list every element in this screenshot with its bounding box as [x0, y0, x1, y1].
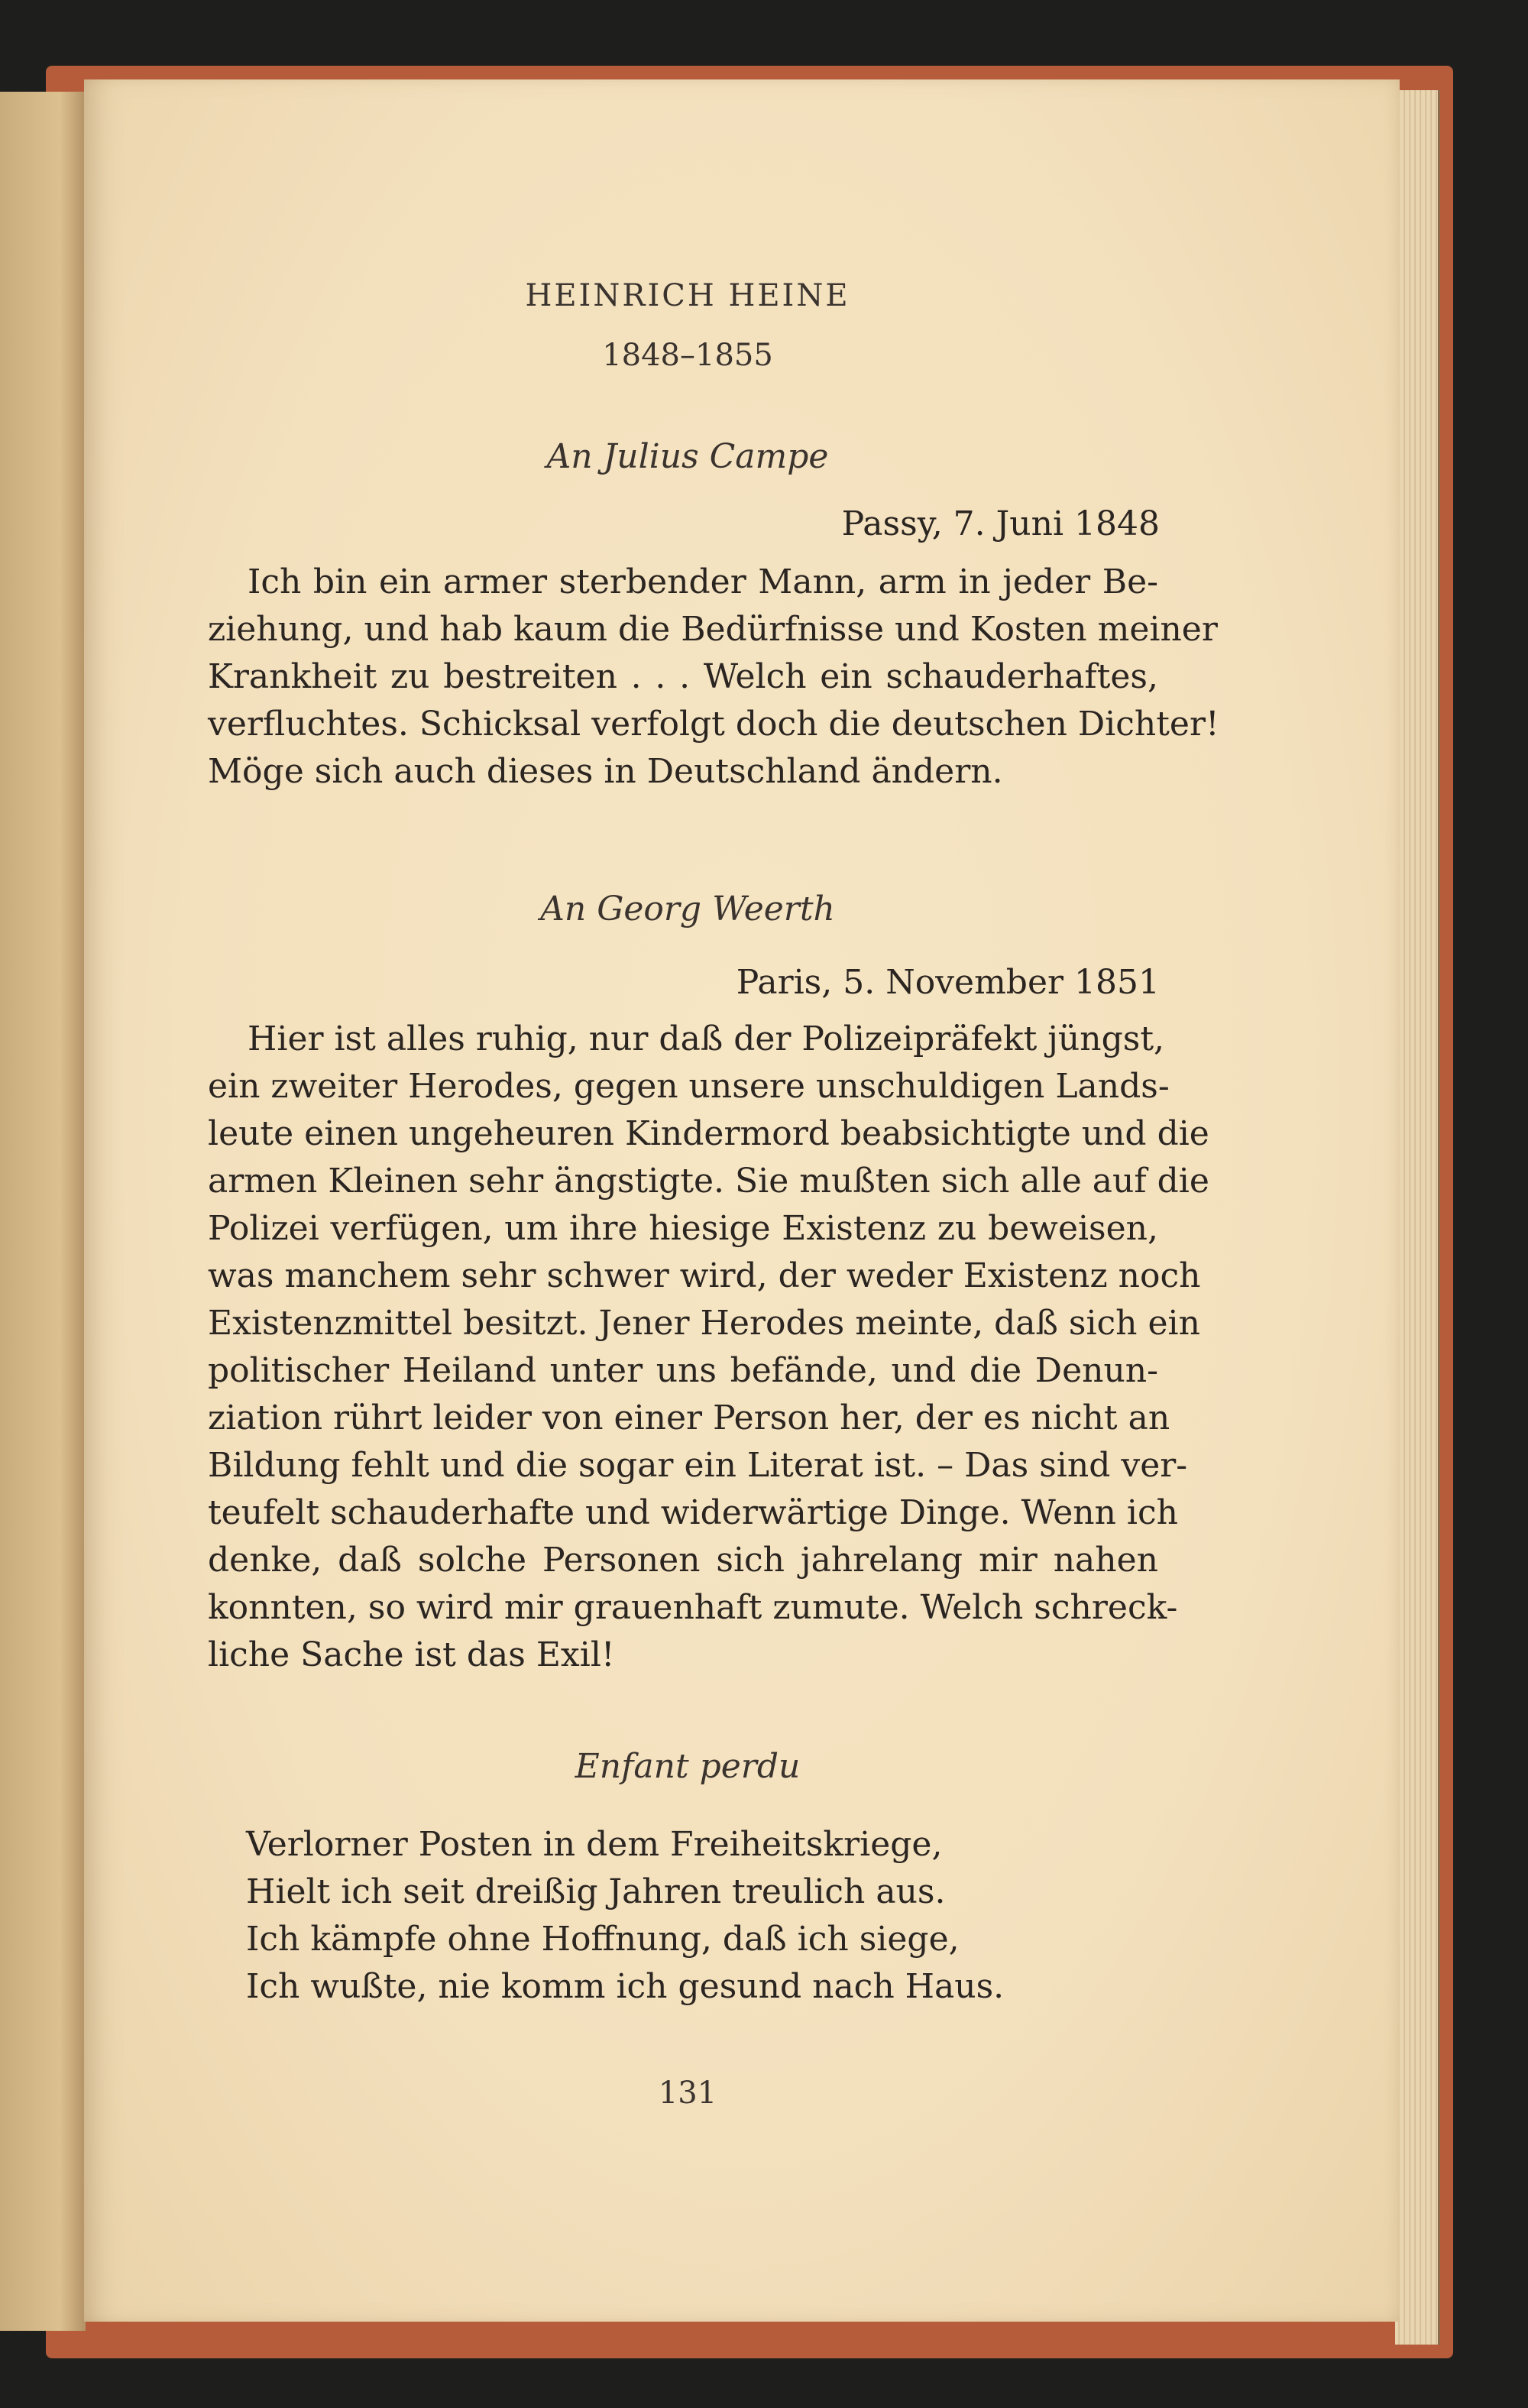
letter-line: armen Kleinen sehr ängstigte. Sie mußten sich alle auf die: [208, 1162, 1209, 1201]
letter-line: Hier ist alles ruhig, nur daß der Polizeipräfekt jüngst,: [248, 1019, 1164, 1058]
page-number: 131: [658, 2076, 717, 2111]
letter-line: leute einen ungeheuren Kindermord beabsichtigte und die: [208, 1114, 1209, 1153]
letter-line: ziehung, und hab kaum die Bedürfnisse und Kosten meiner: [208, 610, 1218, 649]
poem-line: Verlorner Posten in dem Freiheitskriege,: [246, 1825, 943, 1864]
poem-line: Ich wußte, nie komm ich gesund nach Haus.: [246, 1967, 1005, 2006]
letter-line: politischer Heiland unter uns befände, und die Denun-: [208, 1351, 1158, 1390]
letter-line: denke, daß solche Personen sich jahrelang mir nahen: [208, 1541, 1158, 1580]
letter-line: konnten, so wird mir grauenhaft zumute. Welch schreck-: [208, 1588, 1178, 1627]
letter-line: liche Sache ist das Exil!: [208, 1635, 615, 1674]
letter-line: ziation rührt leider von einer Person her, der es nicht an: [208, 1398, 1170, 1437]
letter-line: Polizei verfügen, um ihre hiesige Existenz zu beweisen,: [208, 1209, 1158, 1248]
letter-line: Existenzmittel besitzt. Jener Herodes meinte, daß sich ein: [208, 1304, 1200, 1343]
letter-line: Krankheit zu bestreiten . . . Welch ein schauderhaftes,: [208, 657, 1158, 696]
author-years: 1848–1855: [602, 338, 773, 373]
poem-title: Enfant perdu: [575, 1747, 801, 1786]
poem-line: Hielt ich seit dreißig Jahren treulich aus.: [246, 1872, 946, 1911]
letter-dateline: Paris, 5. November 1851: [736, 963, 1160, 1002]
left-page-edge: [0, 92, 86, 2331]
letter-line: Bildung fehlt und die sogar ein Literat ist. – Das sind ver-: [208, 1446, 1188, 1485]
author-heading: HEINRICH HEINE: [525, 278, 850, 313]
page-stack-edge: [1395, 90, 1440, 2345]
letter-line: verfluchtes. Schicksal verfolgt doch die deutschen Dichter!: [208, 705, 1219, 744]
letter-dateline: Passy, 7. Juni 1848: [841, 504, 1160, 543]
letter-title: An Julius Campe: [546, 437, 829, 476]
letter-title: An Georg Weerth: [540, 890, 835, 929]
letter-line: Ich bin ein armer sterbender Mann, arm in jeder Be-: [248, 562, 1158, 601]
letter-line: teufelt schauderhafte und widerwärtige Dinge. Wenn ich: [208, 1493, 1178, 1532]
poem-line: Ich kämpfe ohne Hoffnung, daß ich siege,: [246, 1920, 960, 1959]
letter-line: Möge sich auch dieses in Deutschland ändern.: [208, 752, 1003, 791]
letter-line: was manchem sehr schwer wird, der weder Existenz noch: [208, 1256, 1201, 1295]
letter-line: ein zweiter Herodes, gegen unsere unschuldigen Lands-: [208, 1067, 1170, 1106]
